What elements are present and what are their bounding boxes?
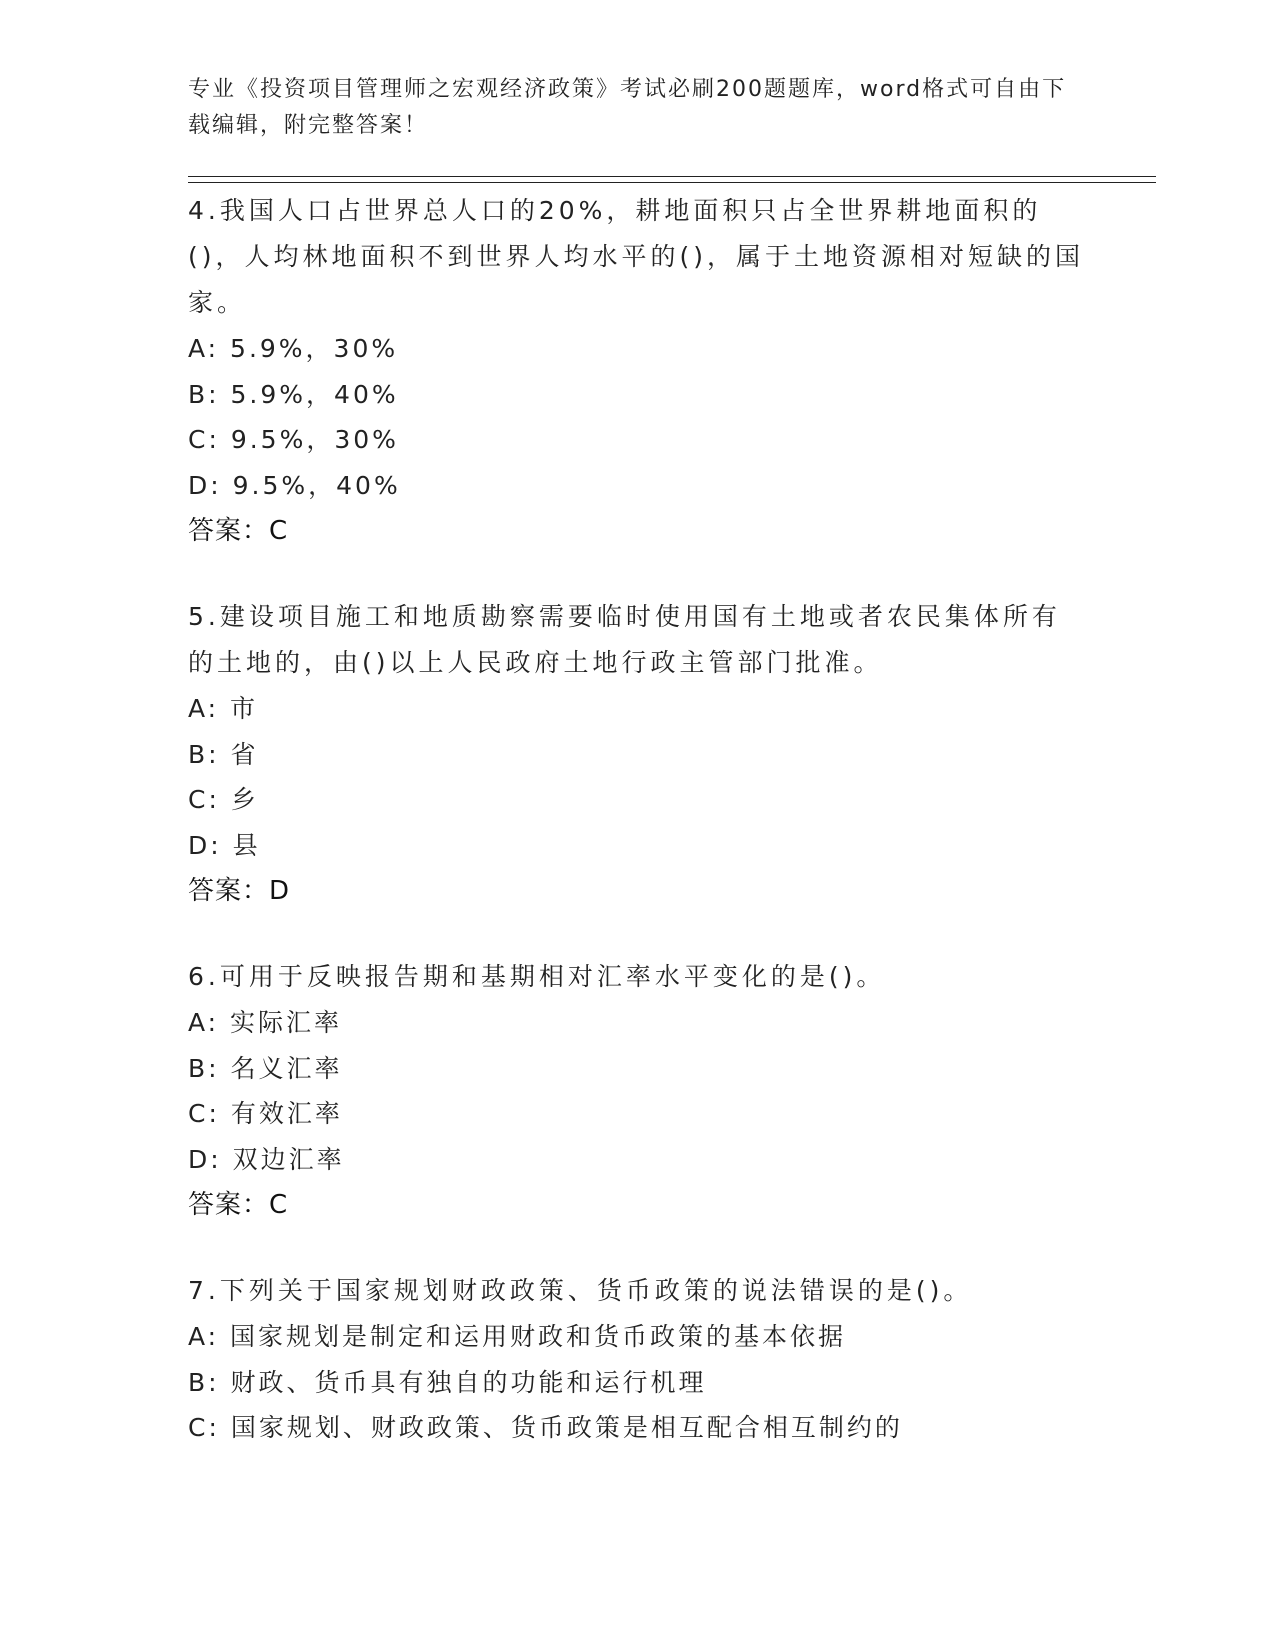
- answer: 答案：D: [188, 876, 291, 906]
- option-c: C: 9.5%，30%: [188, 425, 399, 454]
- option-a: A: 国家规划是制定和运用财政和货币政策的基本依据: [188, 1322, 847, 1351]
- option-d: D: 双边汇率: [188, 1144, 345, 1174]
- option-c: C: 国家规划、财政政策、货币政策是相互配合相互制约的: [188, 1413, 903, 1442]
- question-list: [188, 188, 1088, 1451]
- document-header: 专业《投资项目管理师之宏观经济政策》考试必刷200题题库，word格式可自由下载编辑，附完整答案！: [188, 77, 1067, 138]
- option-a: A: 5.9%，30%: [188, 334, 399, 363]
- option-d: D: 县: [188, 830, 261, 860]
- header-rule-bottom: [188, 182, 1156, 183]
- option-d: D: 9.5%，40%: [188, 470, 401, 500]
- option-c: C: 乡: [188, 785, 259, 814]
- option-c: C: 有效汇率: [188, 1099, 343, 1128]
- option-b: B: 省: [188, 739, 259, 769]
- option-a: A: 市: [188, 694, 259, 723]
- question-7: [188, 1268, 1088, 1451]
- question-stem: 4.我国人口占世界总人口的20%，耕地面积只占全世界耕地面积的()，人均林地面积不到世界人均水平的()，属于土地资源相对短缺的国家。: [188, 196, 1085, 317]
- option-a: A: 实际汇率: [188, 1008, 343, 1037]
- question-stem: 5.建设项目施工和地质勘察需要临时使用国有土地或者农民集体所有的土地的，由()以上人民政府土地行政主管部门批准。: [188, 602, 1061, 677]
- option-b: B: 财政、货币具有独自的功能和运行机理: [188, 1367, 707, 1397]
- question-stem: 6.可用于反映报告期和基期相对汇率水平变化的是()。: [188, 962, 886, 991]
- answer: 答案：C: [188, 516, 289, 546]
- question-6: [188, 954, 1088, 1228]
- question-stem: 7.下列关于国家规划财政政策、货币政策的说法错误的是()。: [188, 1276, 973, 1305]
- header-rule-top: [188, 176, 1156, 177]
- option-b: B: 5.9%，40%: [188, 379, 399, 409]
- answer: 答案：C: [188, 1190, 289, 1220]
- question-4: [188, 188, 1088, 554]
- option-b: B: 名义汇率: [188, 1053, 343, 1083]
- question-5: [188, 594, 1088, 914]
